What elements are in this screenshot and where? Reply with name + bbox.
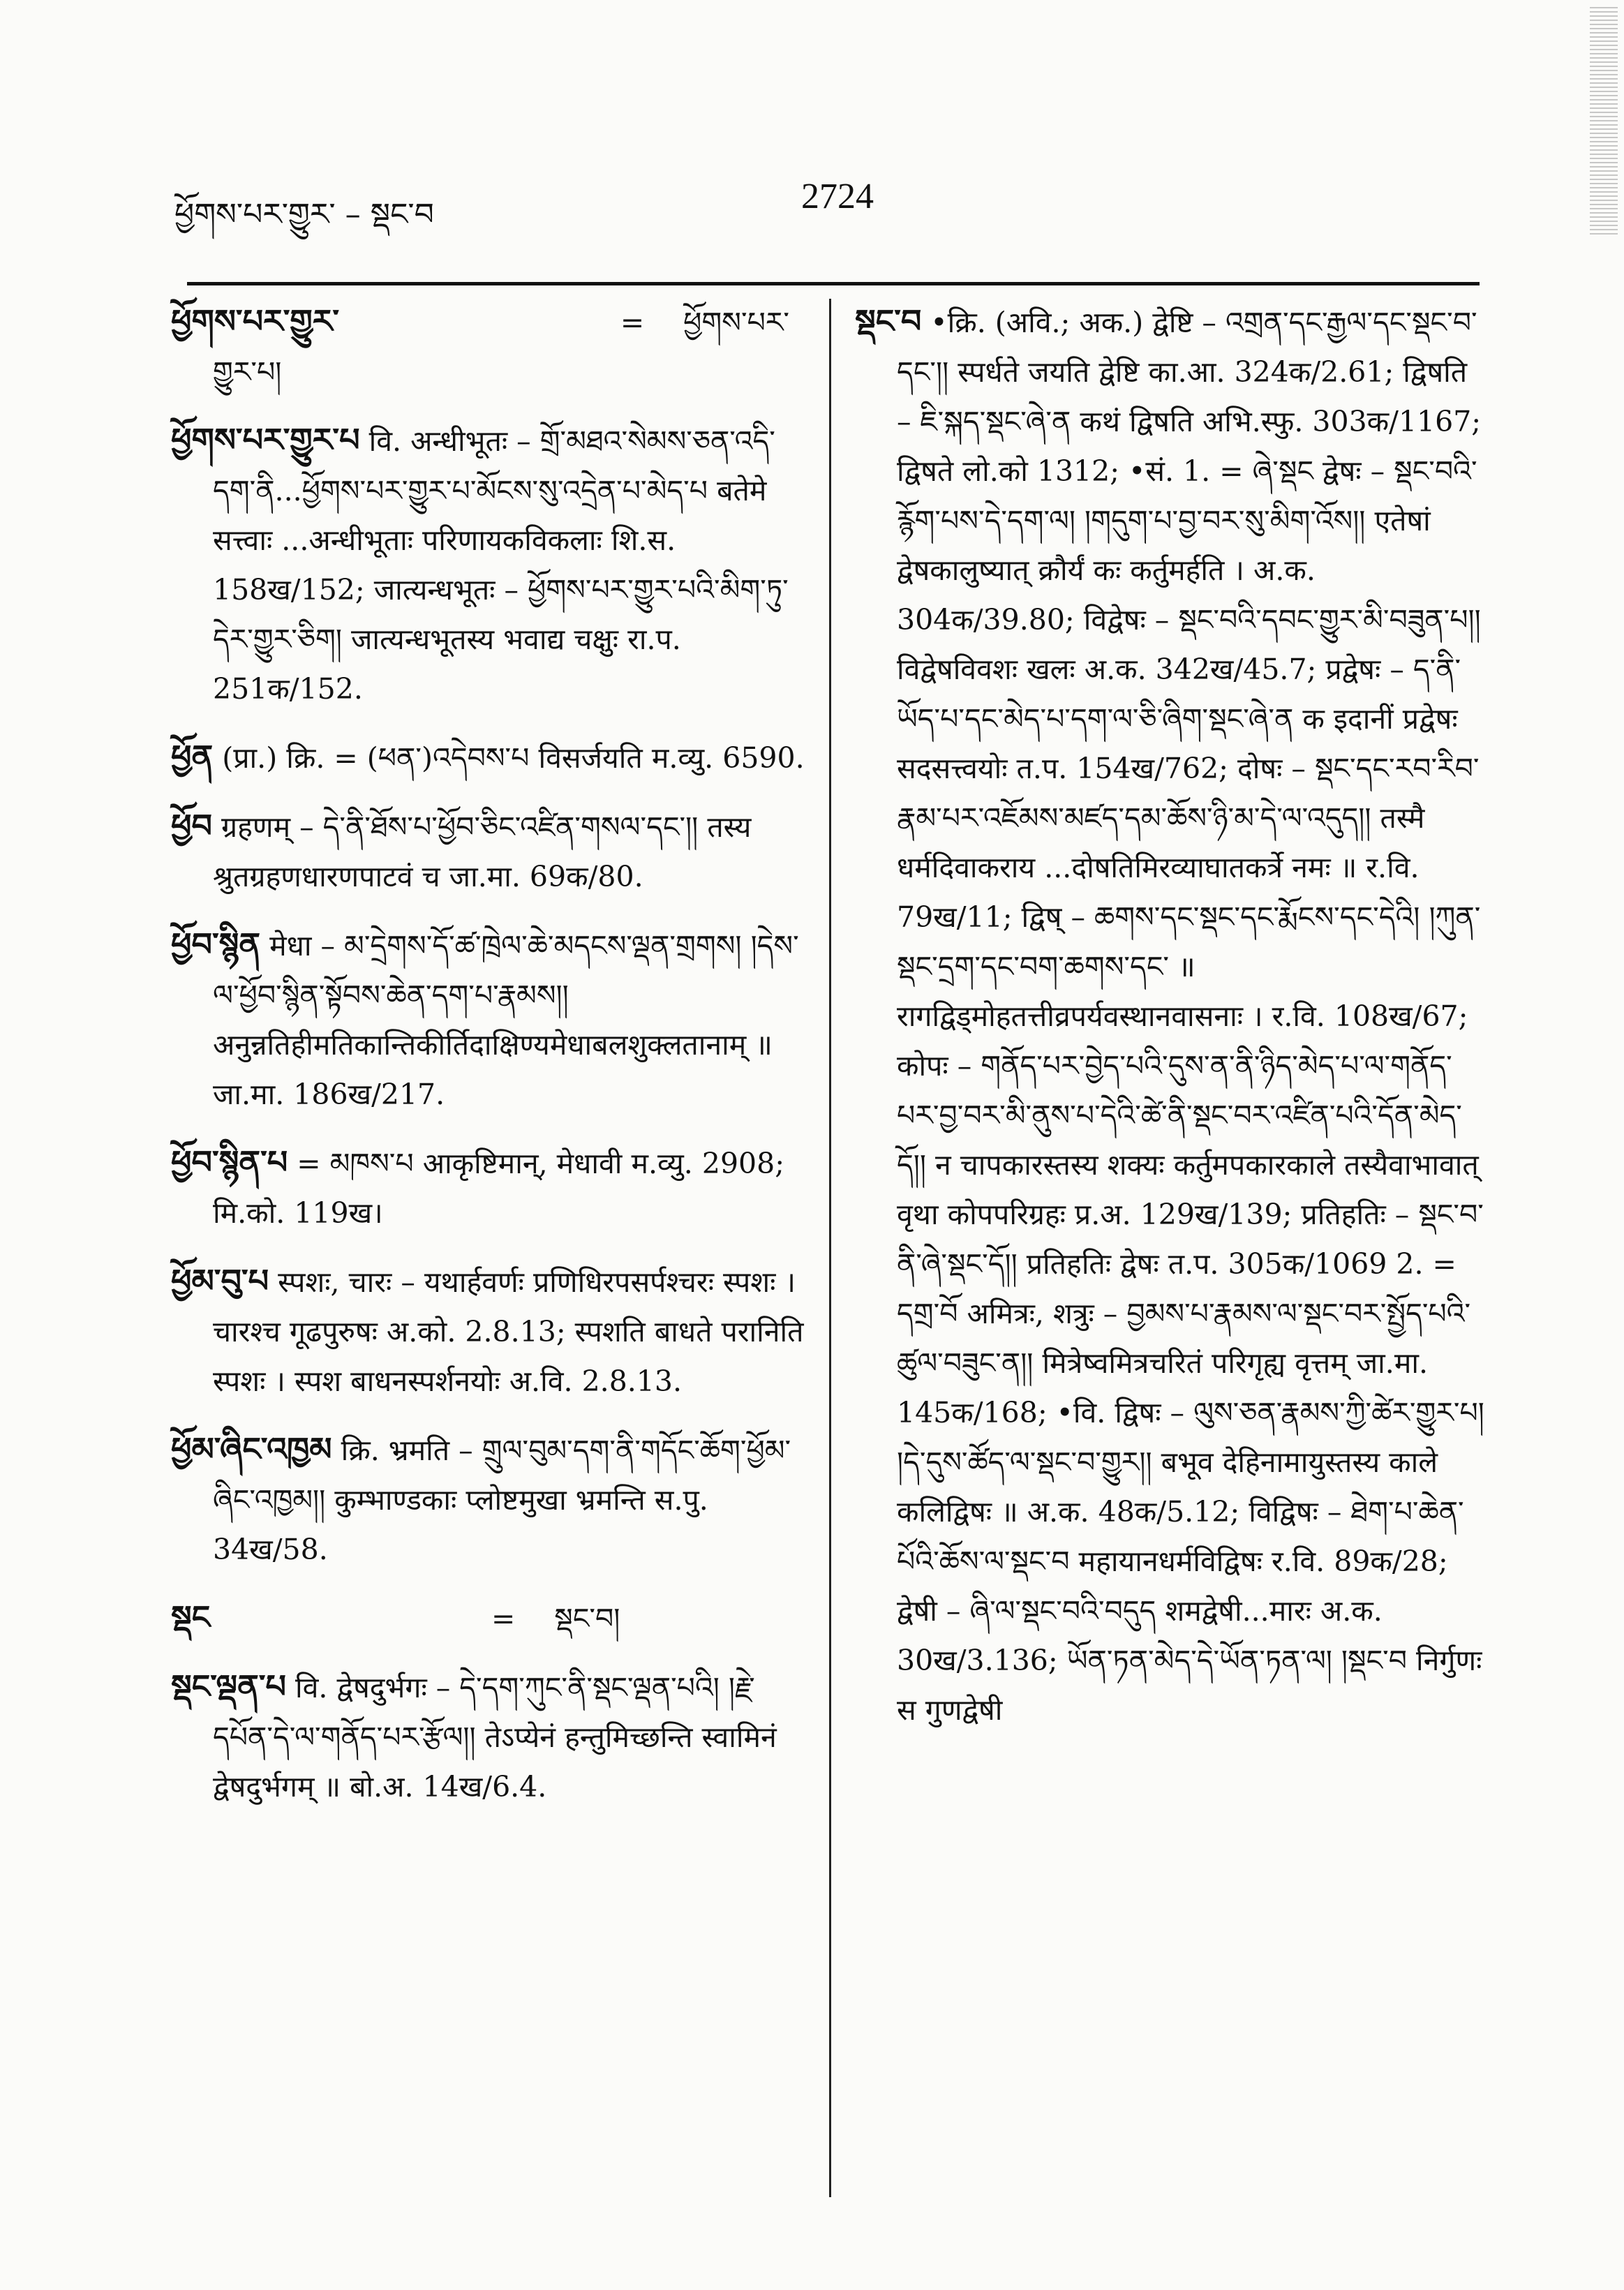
definition: = མཁས་པ आकृष्टिमान्, मेधावी म.व्यु. 2908; मि.को. 119ख।: [213, 1147, 785, 1230]
headword: སྡང་བ: [855, 302, 922, 340]
column-divider: [829, 299, 831, 2197]
entry: [855, 297, 1487, 1735]
definition: ཕྱོགས་པར་གྱུར་པ།: [213, 306, 790, 389]
entry: [171, 1138, 810, 1238]
definition: སྡང་བ།: [554, 1602, 620, 1635]
headword: ཕྱོན: [171, 738, 214, 775]
entry: [171, 801, 810, 902]
scan-edge-noise: [1590, 7, 1618, 237]
headword: ཕྱོམ་ཞིང་འཁྱམ: [171, 1430, 332, 1468]
definition: वि. अन्धीभूतः – གྲོ་མཐའ་སེམས་ཅན་འདི་དག་ནི...ཕྱོགས་པར་གྱུར་པ་མོངས་སུ་འདྲེན་པ་མེད་པ बतेमे सत्त्वाः ...अन्धीभूताः परिणायकविकलाः शि.स. 158ख/152; जात्यन्धभूतः – ཕྱོགས་པར་གྱུར་པའི་མིག་ཏུ་དེར་གྱུར་ཅིག། जात्यन्धभूतस्य भवाद्य चक्षुः रा.प. 251क/152.: [213, 424, 789, 706]
definition: (प्रा.) क्रि. = (ཕན་)འདེབས་པ विसर्जयति म.व्यु. 6590.: [222, 741, 805, 775]
page-number: 2724: [801, 177, 874, 216]
definition: ग्रहणम् – དེ་ནི་ཐོས་པ་ཕྱོབ་ཅིང་འཛིན་གསལ་དང་།། तस्य श्रुतग्रहणधारणपाटवं च जा.मा. 69क/80.: [213, 810, 752, 893]
headword: ཕྱོམ་བུ་པ: [171, 1262, 269, 1300]
entry: [171, 415, 810, 714]
definition: वि. द्वेषदुर्भगः – དེ་དག་ཀུང་ནི་སྡང་ལྡན་པའི། །རྗེ་དཔོན་དེ་ལ་གནོད་པར་རྩོལ།། तेऽप्येनं हन्तुमिच्छन्ति स्वामिनं द्वेषदुर्भगम् ॥ बो.अ. 14ख/6.4.: [213, 1671, 777, 1804]
header-rule: [187, 282, 1480, 285]
definition: •क्रि. (अवि.; अक.) द्वेष्टि – འགྲན་དང་རྒྱལ་དང་སྡང་བ་དང་།། स्पर्धते जयति द्वेष्टि का.आ. 324क/2.61; द्विषति – ཇི་སྐད་སྡང་ཞེ་ན कथं द्विषति अभि.स्फु. 303क/1167; द्विषते लो.को 1312; •सं. 1. = ཞེ་སྡང द्वेषः – སྡང་བའི་རྙོག་པས་དེ་དག་ལ། །གདུག་པ་བྱ་བར་སུ་མིག་འོས།། एतेषां द्वेषकालुष्यात् क्रौर्यं कः कर्तुमर्हति । अ.क. 304क/39.80; विद्वेषः – སྡང་བའི་དབང་གྱུར་མི་བཟུན་པ།། विद्वेषविवशः खलः अ.क. 342ख/45.7; प्रद्वेषः – ད་ནི་ཡོད་པ་དང་མེད་པ་དག་ལ་ཅི་ཞིག་སྡང་ཞེ་ན क इदानीं प्रद्वेषः सदसत्त्वयोः त.प. 154ख/762; दोषः – སྡང་དང་རབ་རིབ་རྣམ་པར་འཇོམས་མཛད་དམ་ཆོས་ཉི་མ་དེ་ལ་འདུད།། तस्मै धर्मदिवाकराय ...दोषतिमिरव्याघातकर्त्रे नमः ॥ र.वि. 79ख/11; द्विष् – ཆགས་དང་སྡང་དང་རྨོངས་དང་དེའི། །ཀུན་སྡང་དྲག་དང་བག་ཆགས་དང་ ॥ रागद्विड्मोहतत्तीव्रपर्यवस्थानवासनाः । र.वि. 108ख/67; कोपः – གནོད་པར་བྱེད་པའི་དུས་ན་ནི་ཉིད་མེད་པ་ལ་གནོད་པར་བྱ་བར་མི་ནུས་པ་དེའི་ཚེ་ནི་སྡང་བར་འཛིན་པའི་དོན་མེད་དོ།། न चापकारस्तस्य शक्यः कर्तुमपकारकाले तस्यैवाभावात् वृथा कोपपरिग्रहः प्र.अ. 129ख/139; प्रतिहतिः – སྡང་བ་ནི་ཞེ་སྡང་དོ།། प्रतिहतिः द्वेषः त.प. 305क/1069 2. = དགྲ་བོ अमित्रः, शत्रुः – བྱམས་པ་རྣམས་ལ་སྡང་བར་སྤྱོད་པའི་ཚུལ་བཟུང་ན།། मित्रेष्वमित्रचरितं परिगृह्य वृत्तम् जा.मा. 145क/168; •वि. द्विषः – ལུས་ཅན་རྣམས་ཀྱི་ཚེར་གྱུར་པ། །དེ་དུས་ཚོད་ལ་སྡང་བ་གྱུར།། बभूव देहिनामायुस्तस्य काले कलिद्विषः ॥ अ.क. 48क/5.12; विद्विषः – ཐེག་པ་ཆེན་པོའི་ཆོས་ལ་སྡང་བ महायानधर्मविद्विषः र.वि. 89क/28; द्वेषी – ཞི་ལ་སྡང་བའི་བདུད शमद्वेषी...मारः अ.क. 30ख/3.136; ཡོན་ཏན་མེད་དེ་ཡོན་ཏན་ལ། །སྡང་བ निर्गुणः स गुणद्वेषी: [897, 306, 1484, 1727]
headword: སྡང་ལྡན་པ: [171, 1667, 286, 1705]
running-header: ཕྱོགས་པར་གྱུར་ – སྡང་བ: [174, 197, 434, 232]
equals-sign: =: [620, 306, 645, 339]
equals-sign: =: [491, 1602, 516, 1635]
right-column: [855, 297, 1487, 1753]
headword: ཕྱོབ་སྙིན་པ: [171, 1143, 288, 1181]
headword: སྡང: [171, 1598, 211, 1636]
headword: ཕྱོགས་པར་གྱུར་པ: [171, 421, 360, 459]
definition: क्रि. भ्रमति – གྲུལ་བུམ་དག་ནི་གདོང་ཆོག་ཕྱོམ་ཞིང་འཁྱམ།། कुम्भाण्डकाः प्लोष्टमुखा भ्रमन्ति स.पु. 34ख/58.: [213, 1434, 791, 1566]
definition: मेधा – མ་དྲེགས་དོ་ཚ་ཁྲེལ་ཆེ་མདངས་ལྡན་གྲགས། །དེས་ལ་ཕྱོབ་སྙིན་སྟོབས་ཆེན་དག་པ་རྣམས།། अनुन्नतिहीमतिकान्तिकीर्तिदाक्षिण्यमेधाबलशुक्लतानाम् ॥ जा.मा. 186ख/217.: [213, 929, 799, 1111]
entry: [171, 1593, 810, 1644]
left-column: [171, 297, 810, 1830]
entry: [171, 297, 810, 397]
entry: [171, 1425, 810, 1575]
entry: [171, 920, 810, 1120]
definition: स्पशः, चारः – यथार्हवर्णः प्रणिधिरपसर्पश्चरः स्पशः । चारश्च गूढपुरुषः अ.को. 2.8.13; स्पशति बाधते परानिति स्पशः । स्पश बाधनस्पर्शनयोः अ.वि. 2.8.13.: [213, 1265, 804, 1398]
entry: [171, 1662, 810, 1812]
entry: [171, 1256, 810, 1406]
headword: ཕྱོགས་པར་གྱུར་: [171, 302, 340, 340]
headword: ཕྱོབ: [171, 807, 212, 845]
headword: ཕྱོབ་སྙིན: [171, 925, 261, 963]
entry: [171, 732, 810, 783]
